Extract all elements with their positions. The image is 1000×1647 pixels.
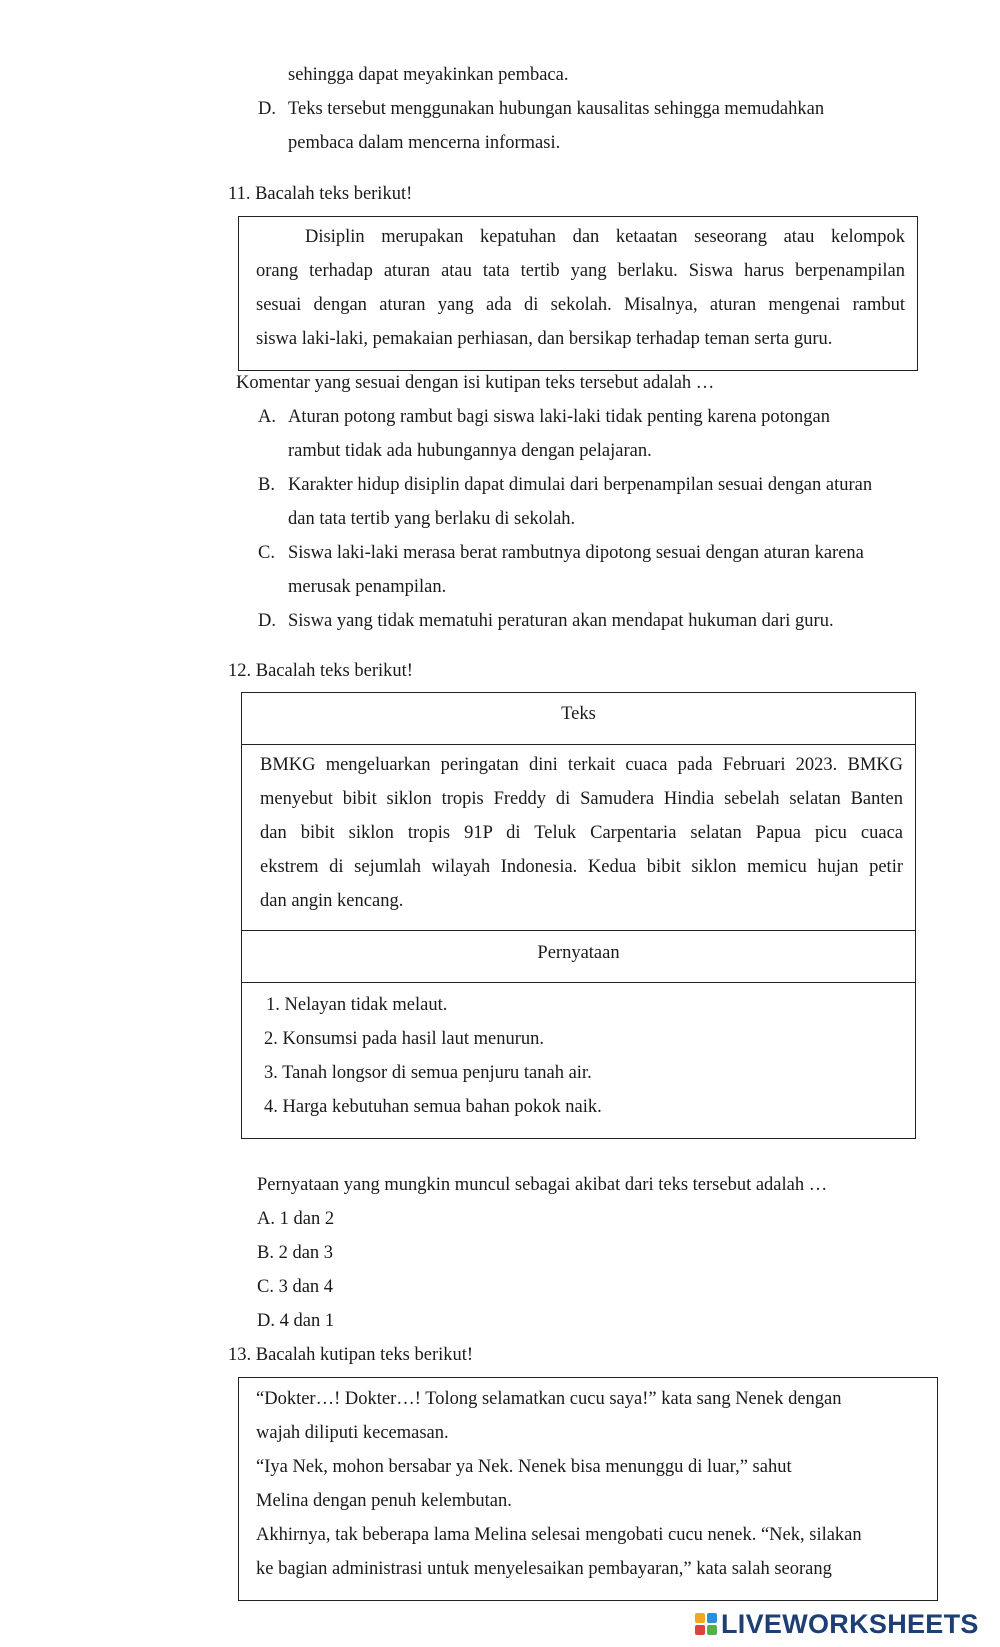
q12-heading: 12. Bacalah teks berikut! xyxy=(228,661,413,681)
q12-teks-line-1: BMKG mengeluarkan peringatan dini terkait cuaca pada Februari 2023. BMKG xyxy=(260,755,903,775)
q10-option-d-label: D. xyxy=(258,99,276,119)
q11-option-a-line2: rambut tidak ada hubungannya dengan pelajaran. xyxy=(288,441,652,461)
q13-line-3: “Iya Nek, mohon bersabar ya Nek. Nenek bisa menunggu di luar,” sahut xyxy=(256,1457,792,1477)
liveworksheets-logo-text: LIVEWORKSHEETS xyxy=(721,1608,979,1639)
q11-option-c-label[interactable]: C. xyxy=(258,543,275,563)
liveworksheets-logo xyxy=(695,1609,979,1639)
q12-option-d[interactable]: D. 4 dan 1 xyxy=(257,1311,335,1331)
q13-line-2: wajah diliputi kecemasan. xyxy=(256,1423,449,1443)
q10-option-d-line2: pembaca dalam mencerna informasi. xyxy=(288,133,561,153)
q12-teks-line-5: dan angin kencang. xyxy=(260,891,404,911)
q11-passage-line-2: orang terhadap aturan atau tata tertib yang berlaku. Siswa harus berpenampilan xyxy=(256,261,905,281)
q10-option-c-continuation: sehingga dapat meyakinkan pembaca. xyxy=(288,65,569,85)
q11-option-d-label[interactable]: D. xyxy=(258,611,276,631)
q12-teks-line-4: ekstrem di sejumlah wilayah Indonesia. Kedua bibit siklon memicu hujan petir xyxy=(260,857,903,877)
q13-line-6: ke bagian administrasi untuk menyelesaikan pembayaran,” kata salah seorang xyxy=(256,1559,832,1579)
q12-option-b[interactable]: B. 2 dan 3 xyxy=(257,1243,334,1263)
q11-passage-line-4: siswa laki-laki, pemakaian perhiasan, dan bersikap terhadap teman serta guru. xyxy=(256,329,833,349)
q11-option-a-line1: Aturan potong rambut bagi siswa laki-laki tidak penting karena potongan xyxy=(288,407,831,427)
liveworksheets-logo-icon xyxy=(695,1613,717,1635)
q12-divider-1 xyxy=(241,744,916,745)
q12-teks-line-2: menyebut bibit siklon tropis Freddy di Samudera Hindia sebelah selatan Banten xyxy=(260,789,903,809)
q11-option-b-line2: dan tata tertib yang berlaku di sekolah. xyxy=(288,509,576,529)
q10-option-d-line1: Teks tersebut menggunakan hubungan kausalitas sehingga memudahkan xyxy=(288,99,825,119)
q13-line-4: Melina dengan penuh kelembutan. xyxy=(256,1491,512,1511)
q12-teks-header: Teks xyxy=(561,704,596,724)
q11-option-c-line2: merusak penampilan. xyxy=(288,577,447,597)
q12-statement-4: 4. Harga kebutuhan semua bahan pokok naik. xyxy=(264,1097,602,1117)
q11-option-d-line1: Siswa yang tidak mematuhi peraturan akan mendapat hukuman dari guru. xyxy=(288,611,834,631)
q12-option-c[interactable]: C. 3 dan 4 xyxy=(257,1277,334,1297)
q12-statement-1: 1. Nelayan tidak melaut. xyxy=(266,995,448,1015)
q12-divider-2 xyxy=(241,930,916,931)
q11-question: Komentar yang sesuai dengan isi kutipan teks tersebut adalah … xyxy=(236,373,715,393)
q11-option-b-label[interactable]: B. xyxy=(258,475,275,495)
q12-statement-2: 2. Konsumsi pada hasil laut menurun. xyxy=(264,1029,545,1049)
q11-passage-line-1: Disiplin merupakan kepatuhan dan ketaatan seseorang atau kelompok xyxy=(305,227,905,247)
q12-option-a[interactable]: A. 1 dan 2 xyxy=(257,1209,335,1229)
q11-option-c-line1: Siswa laki-laki merasa berat rambutnya dipotong sesuai dengan aturan karena xyxy=(288,543,864,563)
q11-passage-line-3: sesuai dengan aturan yang ada di sekolah. Misalnya, aturan mengenai rambut xyxy=(256,295,905,315)
q13-heading: 13. Bacalah kutipan teks berikut! xyxy=(228,1345,474,1365)
q12-question: Pernyataan yang mungkin muncul sebagai akibat dari teks tersebut adalah … xyxy=(257,1175,828,1195)
q13-line-5: Akhirnya, tak beberapa lama Melina selesai mengobati cucu nenek. “Nek, silakan xyxy=(256,1525,862,1545)
q11-option-b-line1: Karakter hidup disiplin dapat dimulai dari berpenampilan sesuai dengan aturan xyxy=(288,475,873,495)
q12-divider-3 xyxy=(241,982,916,983)
q11-heading: 11. Bacalah teks berikut! xyxy=(228,184,413,204)
q11-option-a-label[interactable]: A. xyxy=(258,407,276,427)
q12-teks-line-3: dan bibit siklon tropis 91P di Teluk Carpentaria selatan Papua picu cuaca xyxy=(260,823,903,843)
q12-pernyataan-header: Pernyataan xyxy=(537,943,620,963)
q13-line-1: “Dokter…! Dokter…! Tolong selamatkan cucu saya!” kata sang Nenek dengan xyxy=(256,1389,842,1409)
q12-statement-3: 3. Tanah longsor di semua penjuru tanah air. xyxy=(264,1063,592,1083)
